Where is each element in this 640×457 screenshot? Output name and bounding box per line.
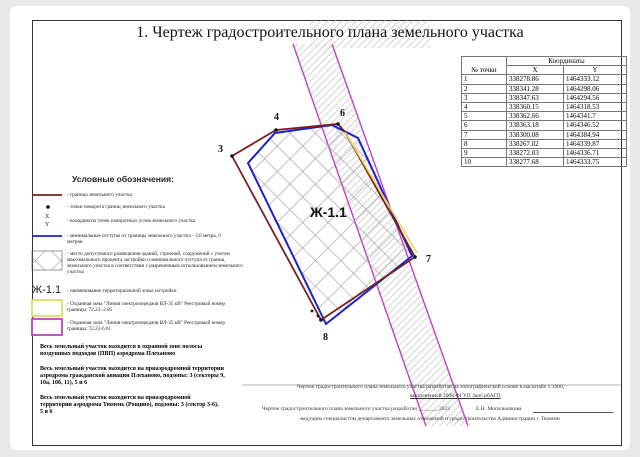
table-cell-n: 5	[462, 112, 507, 121]
zone-label: Ж-1.1	[310, 204, 347, 220]
table-cell-x: 338362.66	[507, 112, 564, 121]
turn-point-dot	[317, 315, 320, 318]
legend-text-yellow: - Охранная зона "Линия электропередачи ВЛ-35 кВ" Реестровый номер границы: 72.23.-2.85	[67, 301, 225, 313]
table-cell-x: 338360.15	[507, 102, 564, 111]
table-cell-n: 2	[462, 84, 507, 93]
table-row	[462, 139, 627, 148]
table-row	[462, 93, 627, 102]
table-cell-x: 338341.28	[507, 84, 564, 93]
table-cell-n: 1	[462, 75, 507, 84]
table-cell-y: 1464333.75	[564, 158, 627, 167]
header-coordinates: Координаты	[507, 57, 627, 66]
note-plekhanovo: Весь земельный участок находится на приаэродромной территории аэродрома гражданской авиации Плеханово, подзоны: 3 (секторы 9, 10а, 10б, 11), 5 и 6	[40, 366, 225, 386]
legend-text-dot: - точки поворота границ земельного участка	[67, 204, 165, 210]
legend-text-boundary: - граница земельного участка	[67, 192, 132, 198]
legend-text-purple: - Охранная зона "Линия электропередачи ВЛ-35 кВ" Реестровый номер границы: 72.23-6.61	[67, 320, 225, 332]
table-row	[462, 158, 627, 167]
turn-point-dot	[274, 128, 278, 132]
note-roshchino: Весь земельный участок находится на приаэродромной территории аэродрома Тюмень (Рощино), подзоны: 3 (сектор 3-6), 5 и 6	[40, 395, 219, 415]
header-point-number: № точки	[462, 57, 507, 75]
table-cell-n: 3	[462, 93, 507, 102]
table-cell-x: 338278.86	[507, 75, 564, 84]
legend-symbol-zone-code: Ж-1.1	[32, 284, 62, 296]
page-title: 1. Чертеж градостроительного плана земельного участка	[136, 24, 524, 41]
table-header-row	[462, 57, 627, 66]
table-cell-y: 1464346.52	[564, 121, 627, 130]
table-cell-n: 6	[462, 121, 507, 130]
table-cell-x: 338300.08	[507, 130, 564, 139]
legend-text-xy: - координаты точек поворотных углов земельного участка	[67, 218, 196, 224]
footer-position: -ведущим специалистом департамента земельных отношений и градостроительства Администрации г. Тюмени	[299, 416, 560, 422]
table-cell-x: 338363.18	[507, 121, 564, 130]
legend-symbol-yellow	[32, 300, 62, 316]
legend-text-grid: - место допустимого размещения зданий, строений, сооружений с учетом максимального процента застройки и минимального отступа от границ земельного участка в соответствии с разрешенным использованием земельного участка	[67, 251, 243, 275]
note-pvp: Весь земельный участок находится в охранной зоне полосы воздушных подходов (ПВП) аэродрома Плеханово	[40, 344, 203, 357]
table-cell-n: 4	[462, 102, 507, 111]
footer-developed: Чертеж градостроительного плана земельного участка разработан________2023	[262, 406, 450, 412]
legend-symbol-purple	[32, 319, 62, 335]
footer-author: Е.Н. Могильникова	[476, 406, 522, 412]
table-cell-y: 1464298.06	[564, 84, 627, 93]
turn-point-dot	[336, 122, 340, 126]
table-row	[462, 148, 627, 157]
point-label-4: 4	[274, 112, 279, 123]
legend-symbol-dot	[46, 205, 50, 209]
turn-point-dot	[319, 318, 323, 322]
table-row	[462, 75, 627, 84]
point-label-6: 6	[340, 108, 345, 119]
table-row	[462, 102, 627, 111]
turn-point-dot	[311, 310, 314, 313]
table-row	[462, 130, 627, 139]
table-cell-x: 338277.68	[507, 158, 564, 167]
table-cell-x: 338347.63	[507, 93, 564, 102]
legend-heading: Условные обозначения:	[72, 174, 174, 184]
table-cell-n: 10	[462, 158, 507, 167]
turn-point-dot	[413, 255, 417, 259]
table-cell-y: 1464339.87	[564, 139, 627, 148]
table-cell-n: 8	[462, 139, 507, 148]
table-cell-y: 1464318.53	[564, 102, 627, 111]
legend-symbol-x: X	[45, 214, 50, 220]
table-cell-y: 1464333.12	[564, 75, 627, 84]
document-sheet	[10, 6, 630, 450]
table-cell-y: 1464294.56	[564, 93, 627, 102]
footer-topo-basis: Чертеж градостроительного плана земельного участка разработан на топографической основе в масштабе 1:1000,	[297, 384, 565, 390]
footer-topo-org: выполненной 2008 ФГУП ЗапСибАГП	[410, 393, 501, 399]
turn-point-dot	[230, 154, 234, 158]
footer-author-line	[533, 412, 613, 413]
point-label-8: 8	[323, 332, 328, 343]
coordinates-table	[461, 56, 627, 167]
legend-symbol-y: Y	[45, 222, 50, 228]
table-cell-x: 338272.03	[507, 148, 564, 157]
table-row	[462, 112, 627, 121]
table-row	[462, 84, 627, 93]
table-cell-n: 9	[462, 148, 507, 157]
table-cell-x: 338267.02	[507, 139, 564, 148]
table-cell-y: 1464384.94	[564, 130, 627, 139]
table-cell-n: 7	[462, 130, 507, 139]
table-row	[462, 121, 627, 130]
header-x: X	[507, 66, 564, 75]
point-label-7: 7	[426, 254, 431, 265]
header-y: Y	[564, 66, 627, 75]
legend-text-zone: - наименование территориальной зоны застройки	[67, 288, 177, 294]
point-label-3: 3	[218, 144, 223, 155]
legend-text-setback: - минимальные отступы от границы земельного участка - 3,0 метра, 0 метров	[67, 233, 221, 245]
table-cell-y: 1464336.71	[564, 148, 627, 157]
legend-symbol-grid	[32, 251, 62, 270]
table-cell-y: 1464341.7	[564, 112, 627, 121]
